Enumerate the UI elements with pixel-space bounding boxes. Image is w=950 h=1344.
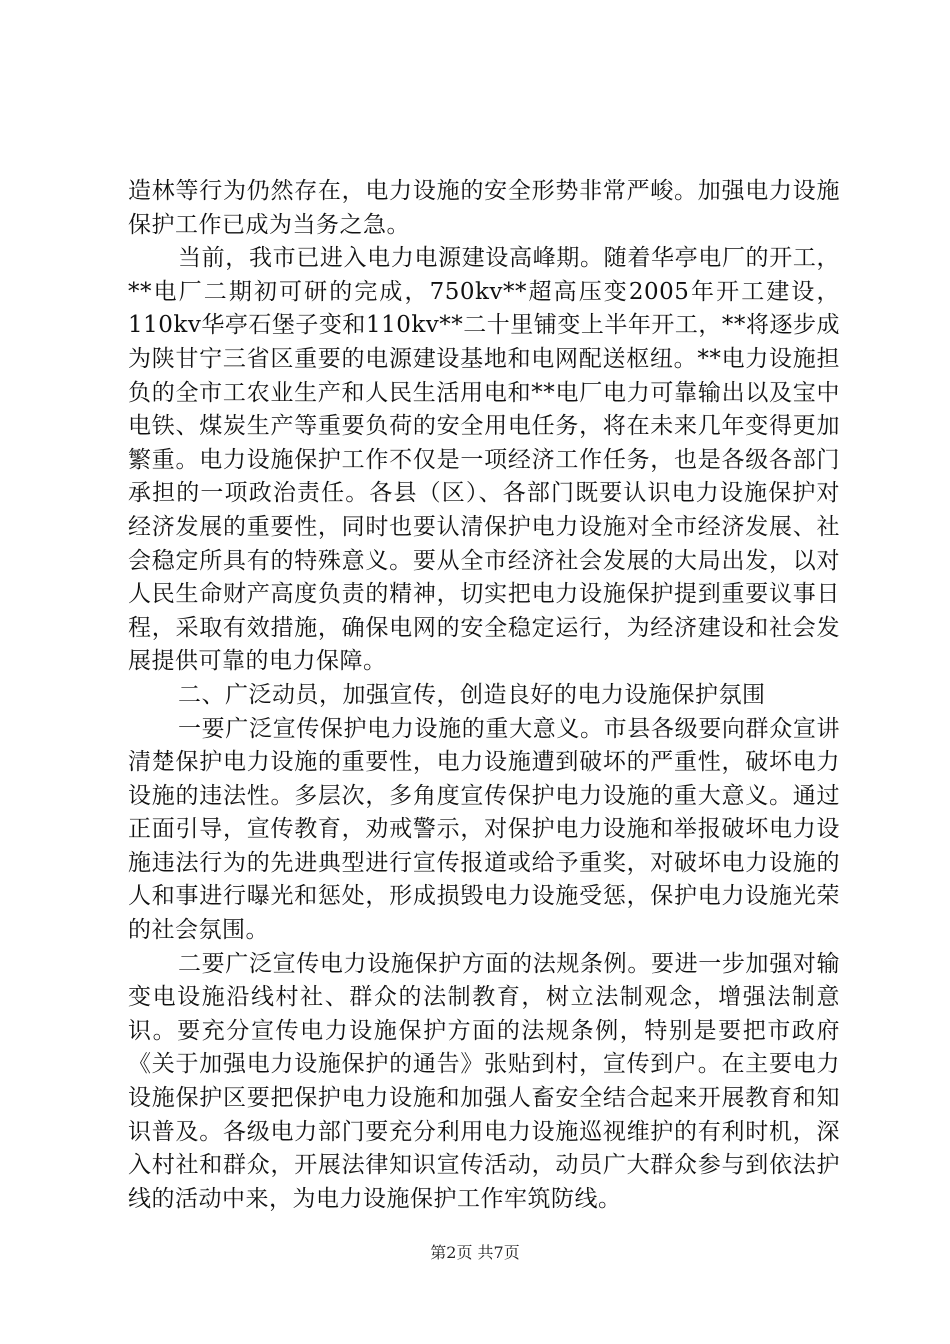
document-body <box>128 175 840 1216</box>
page-footer: 第2页 共7页 <box>430 1243 520 1262</box>
section-heading: 二、广泛动员，加强宣传，创造良好的电力设施保护氛围 <box>178 681 766 708</box>
paragraph-1: 造林等行为仍然存在，电力设施的安全形势非常严峻。加强电力设施保护工作已成为当务之急。 <box>128 178 840 238</box>
paragraph-3: 一要广泛宣传保护电力设施的重大意义。市县各级要向群众宣讲清楚保护电力设施的重要性，电力设施遭到破坏的严重性，破坏电力设施的违法性。多层次，多角度宣传保护电力设施的重大意义。通过正面引导，宣传教育，劝戒警示，对保护电力设施和举报破坏电力设施违法行为的先进典型进行宣传报道或给予重奖，对破坏电力设施的人和事进行曝光和惩处，形成损毁电力设施受惩，保护电力设施光荣的社会氛围。 <box>128 715 840 944</box>
paragraph-4: 二要广泛宣传电力设施保护方面的法规条例。要进一步加强对输变电设施沿线村社、群众的法制教育，树立法制观念，增强法制意识。要充分宣传电力设施保护方面的法规条例，特别是要把市政府《关于加强电力设施保护的通告》张贴到村，宣传到户。在主要电力设施保护区要把保护电力设施和加强人畜安全结合起来开展教育和知识普及。各级电力部门要充分利用电力设施巡视维护的有利时机，深入村社和群众，开展法律知识宣传活动，动员广大群众参与到依法护线的活动中来，为电力设施保护工作牢筑防线。 <box>128 950 840 1212</box>
paragraph-2: 当前，我市已进入电力电源建设高峰期。随着华亭电厂的开工，**电厂二期初可研的完成，750kv**超高压变2005年开工建设，110kv华亭石堡子变和110kv**二十里铺变上半年开工，**将逐步成为陕甘宁三省区重要的电源建设基地和电网配送枢纽。**电力设施担负的全市工农业生产和人民生活用电和**电厂电力可靠输出以及宝中电铁、煤炭生产等重要负荷的安全用电任务，将在未来几年变得更加繁重。电力设施保护工作不仅是一项经济工作任务，也是各级各部门承担的一项政治责任。各县（区）、各部门既要认识电力设施保护对经济发展的重要性，同时也要认清保护电力设施对全市经济发展、社会稳定所具有的特殊意义。要从全市经济社会发展的大局出发，以对人民生命财产高度负责的精神，切实把电力设施保护提到重要议事日程，采取有效措施，确保电网的安全稳定运行，为经济建设和社会发展提供可靠的电力保障。 <box>128 245 840 675</box>
